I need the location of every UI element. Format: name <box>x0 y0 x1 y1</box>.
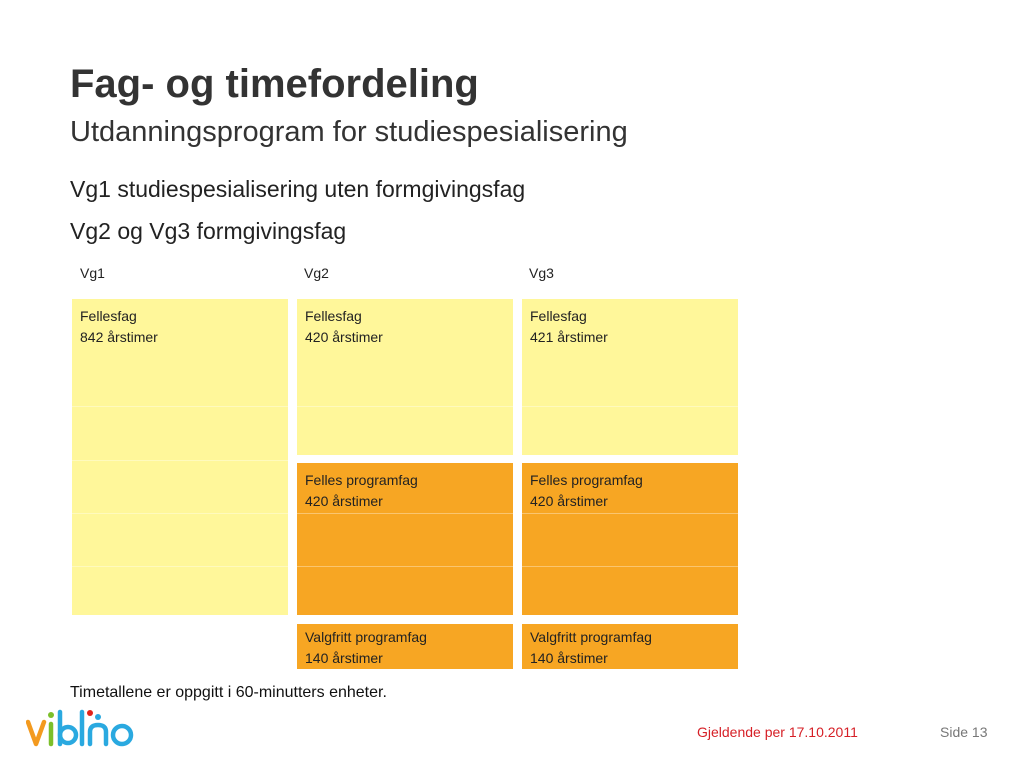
block-label: Fellesfag <box>305 308 362 324</box>
stripe <box>522 566 738 567</box>
bullet-line-vg2-vg3: Vg2 og Vg3 formgivingsfag <box>70 218 347 244</box>
block-label: Valgfritt programfag <box>305 629 427 645</box>
viblino-logo <box>26 706 146 756</box>
block-hours: 421 årstimer <box>530 329 608 345</box>
block-vg3-valgfritt-programfag <box>522 624 738 669</box>
block-label: Felles programfag <box>305 472 418 488</box>
page-number: Side 13 <box>940 724 988 740</box>
block-label: Fellesfag <box>530 308 587 324</box>
block-hours: 140 årstimer <box>530 650 608 666</box>
stripe <box>522 406 738 407</box>
block-hours: 842 årstimer <box>80 329 158 345</box>
block-vg2-valgfritt-programfag <box>297 624 513 669</box>
stripe <box>297 406 513 407</box>
block-vg3-fellesfag <box>522 299 738 455</box>
column-header-vg2: Vg2 <box>304 265 329 281</box>
block-label: Felles programfag <box>530 472 643 488</box>
bullet-line-vg1: Vg1 studiespesialisering uten formgivingsfag <box>70 176 526 202</box>
block-label: Fellesfag <box>80 308 137 324</box>
stripe <box>72 513 288 514</box>
slide-subtitle: Utdanningsprogram for studiespesialisering <box>70 116 628 148</box>
block-vg3-felles-programfag <box>522 463 738 615</box>
block-label: Valgfritt programfag <box>530 629 652 645</box>
block-vg2-felles-programfag <box>297 463 513 615</box>
slide-title: Fag- og timefordeling <box>70 62 479 106</box>
block-hours: 420 årstimer <box>305 493 383 509</box>
stripe <box>72 566 288 567</box>
footer-date: Gjeldende per 17.10.2011 <box>697 724 858 740</box>
stripe <box>522 513 738 514</box>
block-vg1-fellesfag <box>72 299 288 615</box>
block-vg2-fellesfag <box>297 299 513 455</box>
stripe <box>297 513 513 514</box>
stripe <box>297 566 513 567</box>
footnote: Timetallene er oppgitt i 60-minutters enheter. <box>70 684 387 701</box>
stripe <box>72 406 288 407</box>
column-header-vg1: Vg1 <box>80 265 105 281</box>
stripe <box>72 460 288 461</box>
block-hours: 420 årstimer <box>530 493 608 509</box>
column-header-vg3: Vg3 <box>529 265 554 281</box>
block-hours: 420 årstimer <box>305 329 383 345</box>
block-hours: 140 årstimer <box>305 650 383 666</box>
